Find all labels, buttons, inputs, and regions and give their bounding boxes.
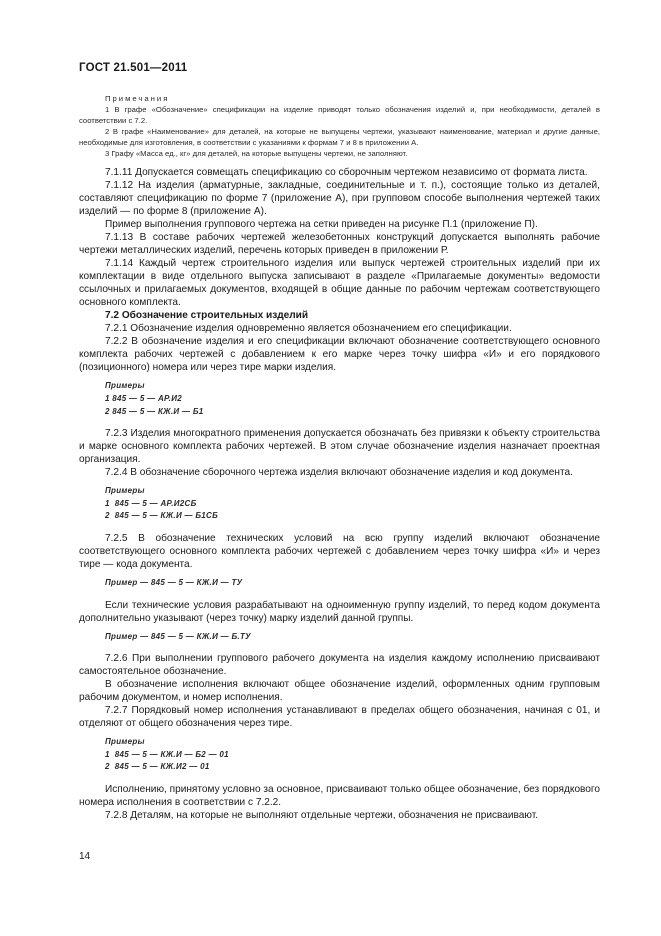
example-line: 2 845 — 5 — КЖ.И — Б1СБ — [105, 511, 219, 521]
paragraph-main-execution: Исполнению, принятому условно за основное, присваивают только общее обозначение, без порядкового номера исполнения в соответствии с 7.2.2. — [79, 783, 600, 808]
paragraph-7-2-5: 7.2.5 В обозначение технических условий на всю группу изделий включают обозначение соответствующего основного комплекта рабочих чертежей с добавлением через точку шифра «И» и через тире — кода документа. — [79, 533, 600, 570]
paragraph-7-2-7: 7.2.7 Порядковый номер исполнения устанавливают в пределах общего обозначения, начиная с 01, и отделяют от общего обозначения через тире. — [79, 705, 600, 730]
example-block-4 — [79, 631, 600, 644]
examples-block-1 — [79, 380, 600, 418]
paragraph-group-example: Пример выполнения группового чертежа на сетки приведен на рисунке П.1 (приложение П). — [105, 219, 538, 231]
note-item: 1 В графе «Обозначение» спецификации на изделие приводят только обозначения изделий и, при необходимости, деталей в соответствии с 7.2. — [79, 104, 600, 125]
paragraph-7-2-3: 7.2.3 Изделия многократного применения допускается обозначать без привязки к объекту строительства и марке основного комплекта рабочих чертежей. В этом случае обозначение изделия назначает проектная организация. — [79, 428, 600, 466]
paragraph-7-1-13: 7.1.13 В составе рабочих чертежей железобетонных конструкций допускается выполнять рабочие чертежи металлических изделий, перечень которых приведен в приложении Р. — [79, 232, 600, 257]
page-number: 14 — [79, 851, 91, 862]
example-block-3 — [79, 577, 600, 590]
example-line: 2 845 — 5 — КЖ.И2 — 01 — [105, 762, 210, 772]
paragraph-7-2-2: 7.2.2 В обозначение изделия и его спецификации включают обозначение соответствующего основного комплекта рабочих чертежей с добавлением к его марке через точку шифра «И» и его порядкового (позиционного) номера или через тире марки изделия. — [79, 336, 600, 374]
note-item: 3 Графу «Масса ед., кг» для деталей, на которые выпущены чертежи, не заполняют. — [105, 148, 408, 158]
example-line: 1 845 — 5 — КЖ.И — Б2 — 01 — [105, 749, 229, 759]
paragraph-7-2-8: 7.2.8 Деталям, на которые не выполняют отдельные чертежи, обозначения не присваивают. — [105, 809, 539, 821]
paragraph-7-1-14: 7.1.14 Каждый чертеж строительного изделия или выпуск чертежей строительных изделий при их комплектации в виде отдельного выпуска записывают в разделе «Прилагаемые документы» ведомости ссылочных и прилагаемых документов, входящей в общие данные по рабочим чертежам соответствующего основного комплекта. — [79, 258, 600, 309]
section-heading-7-2: 7.2 Обозначение строительных изделий — [105, 310, 309, 322]
example-line: 1 845 — 5 — АР.И2 — [105, 394, 182, 404]
notes-block — [79, 94, 600, 159]
example-line: Пример — 845 — 5 — КЖ.И — ТУ — [105, 578, 243, 587]
notes-title: Примечания — [105, 94, 170, 103]
paragraph-7-2-4: 7.2.4 В обозначение сборочного чертежа изделия включают обозначение изделия и код документа. — [105, 467, 573, 479]
example-line: 2 845 — 5 — КЖ.И — Б1 — [105, 406, 204, 416]
paragraph-7-1-12: 7.1.12 На изделия (арматурные, закладные, соединительные и т. п.), состоящие только из деталей, составляют спецификацию по форме 7 (приложение А), при групповом способе выполнения чертежей таких изделий — по форме 8 (приложение А). — [79, 180, 600, 218]
example-line: 1 845 — 5 — АР.И2СБ — [105, 498, 197, 508]
paragraph-7-2-6: 7.2.6 При выполнении группового рабочего документа на изделия каждому исполнению присваивают самостоятельное обозначение. — [79, 653, 600, 678]
paragraph-7-2-1: 7.2.1 Обозначение изделия одновременно является обозначением его спецификации. — [105, 323, 512, 335]
examples-block-2 — [79, 485, 600, 523]
examples-block-5 — [79, 736, 600, 774]
examples-title: Примеры — [105, 737, 145, 747]
paragraph-7-1-11: 7.1.11 Допускается совмещать спецификацию со сборочным чертежом независимо от формата листа. — [105, 167, 588, 179]
examples-title: Примеры — [105, 486, 145, 496]
paragraph-7-2-6-b: В обозначение исполнения включают общее обозначение изделий, оформленных одним групповым рабочим документом, и номер исполнения. — [79, 679, 600, 704]
examples-title: Примеры — [105, 381, 145, 391]
document-header: ГОСТ 21.501—2011 — [79, 62, 188, 74]
note-item: 2 В графе «Наименование» для деталей, на которые не выпущены чертежи, указывают наименование, материал и другие данные, необходимые для изготовления, в соответствии с указаниями к формам 7 и 8 в приложении А. — [79, 126, 600, 147]
page-content — [79, 94, 600, 822]
paragraph-tu-same-group: Если технические условия разрабатывают на одноименную группу изделий, то перед кодом документа дополнительно указывают (через точку) марку изделий данной группы. — [79, 599, 600, 624]
example-line: Пример — 845 — 5 — КЖ.И — Б.ТУ — [105, 631, 251, 641]
